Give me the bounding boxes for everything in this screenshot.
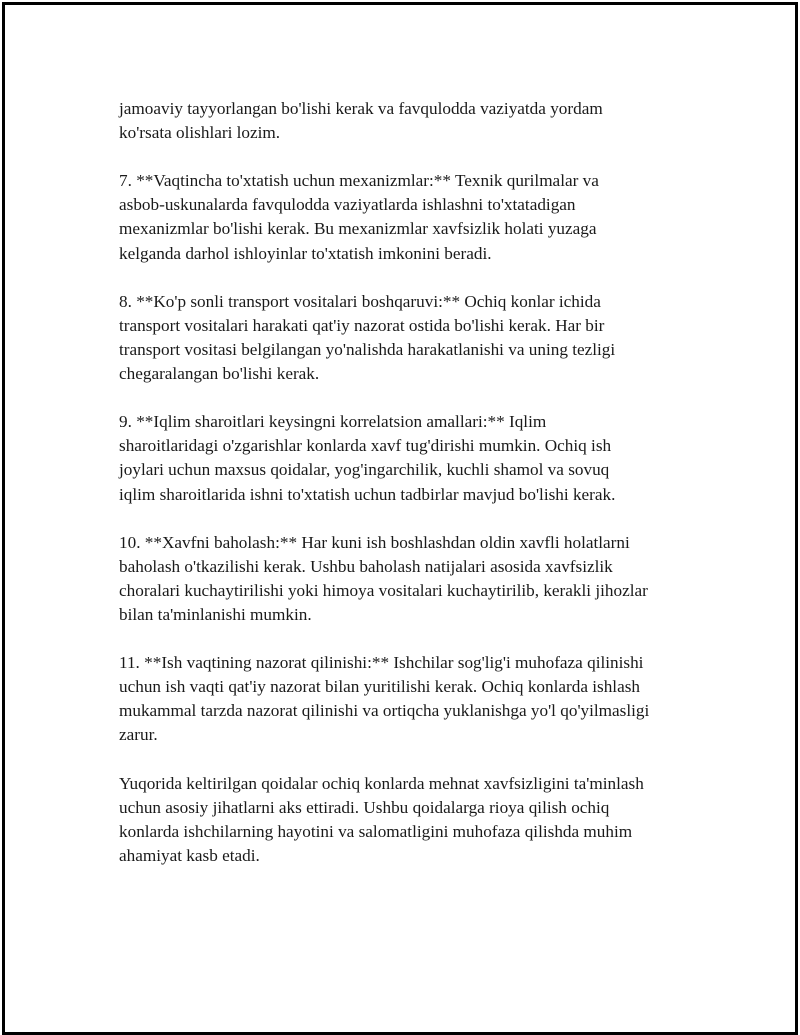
- text-line: 9. **Iqlim sharoitlari keysingni korrelatsion amallari:** Iqlim: [119, 412, 547, 432]
- text-line: 8. **Ko'p sonli transport vositalari boshqaruvi:** Ochiq konlar ichida: [119, 291, 601, 311]
- text-line: joylari uchun maxsus qoidalar, yog'ingarchilik, kuchli shamol va sovuq: [119, 460, 610, 480]
- paragraph-item-11: [119, 651, 699, 747]
- text-line: kelganda darhol ishloyinlar to'xtatish imkonini beradi.: [119, 243, 492, 263]
- text-line: mukammal tarzda nazorat qilinishi va ortiqcha yuklanishga yo'l qo'yilmasligi: [119, 701, 650, 721]
- text-line: Yuqorida keltirilgan qoidalar ochiq konlarda mehnat xavfsizligini ta'minlash: [119, 773, 644, 793]
- text-line: sharoitlaridagi o'zgarishlar konlarda xavf tug'dirishi mumkin. Ochiq ish: [119, 436, 612, 456]
- text-line: asbob-uskunalarda favqulodda vaziyatlarda ishlashni to'xtatadigan: [119, 195, 576, 215]
- text-line: chegaralangan bo'lishi kerak.: [119, 364, 320, 384]
- text-line: ahamiyat kasb etadi.: [119, 845, 260, 865]
- text-line: 10. **Xavfni baholash:** Har kuni ish boshlashdan oldin xavfli holatlarni: [119, 532, 630, 552]
- paragraph-conclusion: [119, 772, 699, 868]
- text-line: zarur.: [119, 725, 158, 745]
- paragraph-item-9: [119, 410, 699, 506]
- document-page: [2, 2, 798, 1035]
- text-line: transport vositasi belgilangan yo'nalishda harakatlanishi va uning tezligi: [119, 339, 616, 359]
- text-line: ko'rsata olishlari lozim.: [119, 123, 281, 143]
- text-line: uchun asosiy jihatlarni aks ettiradi. Ushbu qoidalarga rioya qilish ochiq: [119, 797, 610, 817]
- paragraph-item-7: [119, 169, 699, 265]
- paragraph-item-8: [119, 290, 699, 386]
- text-line: uchun ish vaqti qat'iy nazorat bilan yuritilishi kerak. Ochiq konlarda ishlash: [119, 677, 640, 697]
- text-line: bilan ta'minlanishi mumkin.: [119, 604, 312, 624]
- text-line: konlarda ishchilarning hayotini va salomatligini muhofaza qilishda muhim: [119, 821, 633, 841]
- text-line: mexanizmlar bo'lishi kerak. Bu mexanizmlar xavfsizlik holati yuzaga: [119, 219, 597, 239]
- text-line: choralari kuchaytirilishi yoki himoya vositalari kuchaytirilib, kerakli jihozlar: [119, 580, 648, 600]
- text-line: 11. **Ish vaqtining nazorat qilinishi:** Ishchilar sog'lig'i muhofaza qilinishi: [119, 653, 644, 673]
- text-line: jamoaviy tayyorlangan bo'lishi kerak va favqulodda vaziyatda yordam: [119, 99, 603, 118]
- paragraph-item-10: [119, 531, 699, 627]
- paragraph-continuation: [119, 97, 699, 145]
- text-line: transport vositalari harakati qat'iy nazorat ostida bo'lishi kerak. Har bir: [119, 315, 605, 335]
- document-body: [119, 97, 699, 892]
- text-line: iqlim sharoitlarida ishni to'xtatish uchun tadbirlar mavjud bo'lishi kerak.: [119, 484, 616, 504]
- text-line: baholash o'tkazilishi kerak. Ushbu baholash natijalari asosida xavfsizlik: [119, 556, 613, 576]
- text-line: 7. **Vaqtincha to'xtatish uchun mexanizmlar:** Texnik qurilmalar va: [119, 171, 599, 191]
